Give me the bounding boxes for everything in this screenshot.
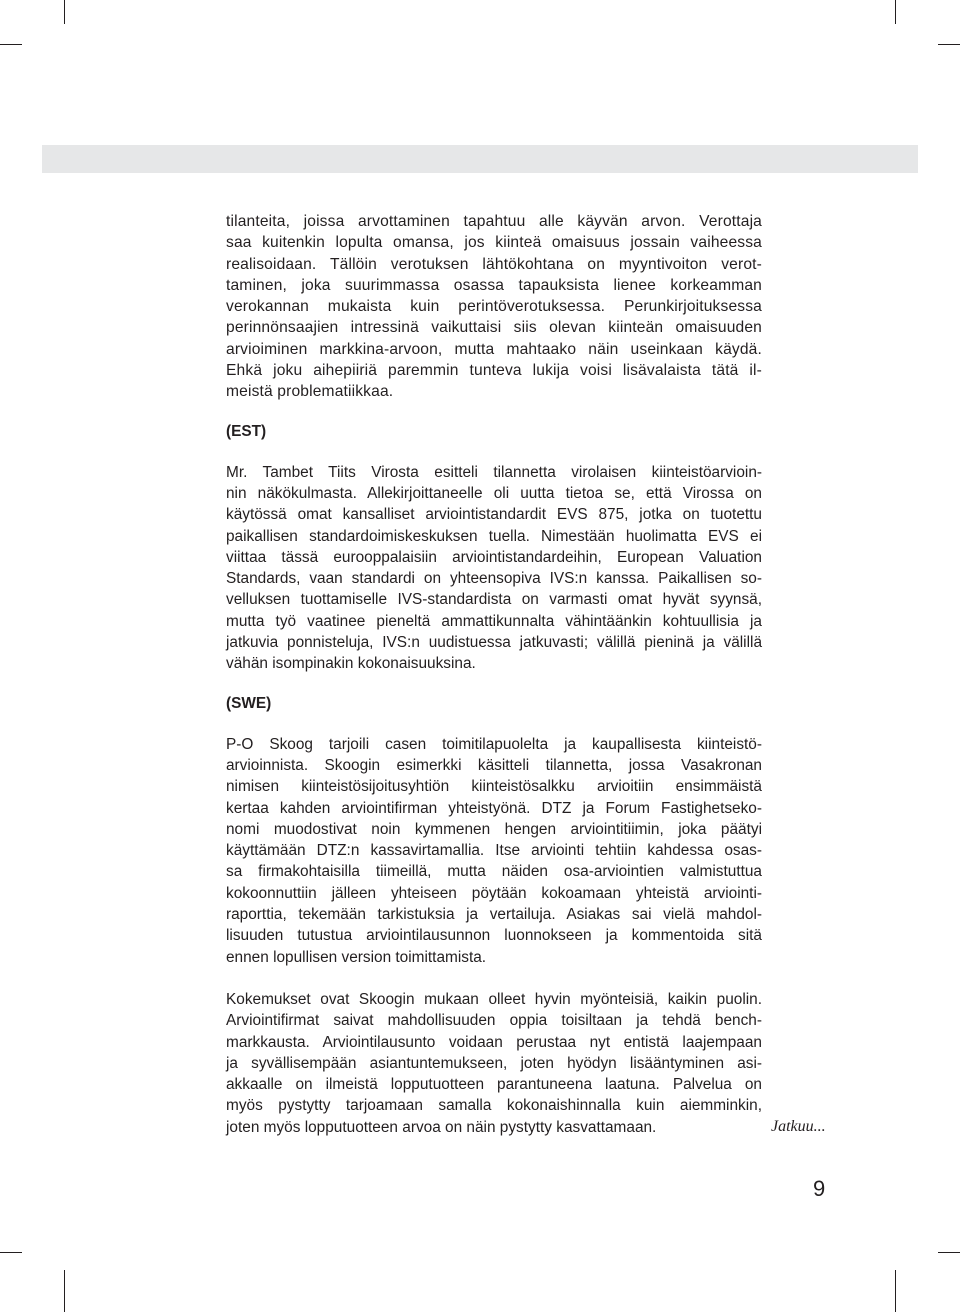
heading-est: (EST): [226, 422, 267, 440]
text-line: akkaalle on ilmeistä lopputuotteen parantuneena laatuna. Palvelua on: [226, 1076, 762, 1094]
crop-mark: [895, 0, 896, 24]
text-line: viittaa tässä eurooppalaisiin arviointistandardeihin, European Valuation: [226, 548, 762, 566]
text-line: perinnönsaajien intressinä vaikuttaisi siis olevan kiinteän omaisuuden: [226, 319, 762, 337]
continued-label: Jatkuu...: [771, 1118, 826, 1135]
text-line: käyttämään DTZ:n kassavirtamallia. Itse arviointi tehtiin kahdessa osas-: [226, 842, 762, 860]
text-line: arvioiminen markkina-arvoon, mutta mahtaako näin useinkaan käydä.: [226, 340, 762, 358]
text-line: tilanteita, joissa arvottaminen tapahtuu alle käyvän arvon. Verottaja: [226, 213, 762, 230]
text-line: raporttia, tekemään tarkistuksia ja vertailuja. Asiakas sai vielä mahdol-: [226, 906, 762, 924]
crop-mark: [938, 1252, 960, 1253]
heading-swe: (SWE): [226, 694, 272, 712]
text-line: Kokemukset ovat Skoogin mukaan olleet hyvin myönteisiä, kaikin puolin.: [226, 990, 762, 1008]
crop-mark: [0, 1252, 22, 1253]
crop-mark: [895, 1270, 896, 1312]
text-line: joten myös lopputuotteen arvoa on näin pystytty kasvattamaan.: [226, 1118, 657, 1136]
text-line: myös pystytty tarjoamaan samalla kokonaishinnalla kuin aiemminkin,: [226, 1097, 762, 1115]
paragraph-swe-1: [226, 734, 762, 968]
text-line: P-O Skoog tarjoili casen toimitilapuolelta ja kaupallisesta kiinteistö-: [226, 735, 762, 753]
text-line: Ehkä joku aihepiiriä paremmin tunteva lukija voisi lisävalaista tätä il-: [226, 362, 762, 380]
text-line: Arviointifirmat saivat mahdollisuuden oppia toisiltaan ja tehdä bench-: [226, 1012, 762, 1030]
text-line: realisoidaan. Tällöin verotuksen lähtökohtana on myyntivoiton verot-: [226, 255, 762, 273]
text-line: kokoonnuttiin jälleen yhteiseen pöytään kokoamaan yhteistä arviointi-: [226, 884, 762, 902]
text-line: saa kuitenkin lopulta omansa, jos kiinteä omaisuus jossain vaiheessa: [226, 234, 762, 252]
paragraph-fin: [226, 211, 762, 403]
crop-mark: [64, 1270, 65, 1312]
article-body: [226, 211, 762, 1138]
paragraph-swe-2: [226, 989, 762, 1138]
text-line: jatkuvia ponnisteluja, IVS:n uudistuessa jatkuvasti; välillä pieninä ja välillä: [226, 634, 762, 652]
text-line: vähän isompinakin kokonaisuuksina.: [226, 655, 476, 673]
text-line: mutta työ vaatinee pieneltä ammattikunnalta vähintäänkin kohtuullisia ja: [226, 612, 762, 630]
text-line: sa firmakohtaisilla tiimeillä, mutta näiden osa-arviointien valmistuttua: [226, 863, 762, 881]
text-line: Mr. Tambet Tiits Virosta esitteli tilannetta virolaisen kiinteistöarvioin-: [226, 463, 762, 481]
text-line: paikallisen standardoimiskeskuksen tuella. Nimestään huolimatta EVS ei: [226, 527, 762, 545]
crop-mark: [64, 0, 65, 24]
text-line: kertaa kahden arviointifirman yhteistyönä. DTZ ja Forum Fastighetseko-: [226, 799, 762, 817]
text-line: markkausta. Arviointilausunto voidaan perustaa nyt entistä laajempaan: [226, 1033, 762, 1051]
text-line: nin näkökulmasta. Allekirjoittaneelle oli uutta tietoa se, että Virossa on: [226, 484, 762, 502]
page-number: 9: [813, 1176, 826, 1201]
text-line: verokannan mukaista kuin perintöverotuksessa. Perunkirjoituksessa: [226, 298, 762, 316]
header-band: [42, 145, 918, 173]
text-line: nimisen kiinteistösijoitusyhtiön kiinteistösalkku arvioitiin ensimmäistä: [226, 778, 762, 796]
text-line: nomi muodostivat noin kymmenen hengen arviointitiimin, joka päätyi: [226, 820, 762, 838]
paragraph-est: [226, 462, 762, 675]
text-line: velluksen tuottamiselle IVS-standardista on varmasti omat hyvät syynsä,: [226, 591, 762, 609]
text-line: käytössä omat kansalliset arviointistandardit EVS 875, jotka on tuotettu: [226, 506, 762, 524]
crop-mark: [938, 44, 960, 45]
text-line: Standards, vaan standardi on yhteensopiva IVS:n kanssa. Paikallisen so-: [226, 570, 762, 588]
text-line: meistä problematiikkaa.: [226, 383, 394, 401]
text-line: taminen, joka suurimmassa osassa tapauksista lienee korkeamman: [226, 276, 762, 294]
text-line: ja syvällisempään asiantuntemukseen, joten hyödyn lisääntyminen asi-: [226, 1054, 762, 1072]
text-line: ennen lopullisen version toimittamista.: [226, 948, 487, 966]
crop-mark: [0, 44, 22, 45]
text-line: arvioinnista. Skoogin esimerkki käsitteli tilannetta, jossa Vasakronan: [226, 756, 762, 774]
text-line: lisuuden tutustua arviointilausunnon luonnokseen ja kommentoida sitä: [226, 927, 762, 945]
